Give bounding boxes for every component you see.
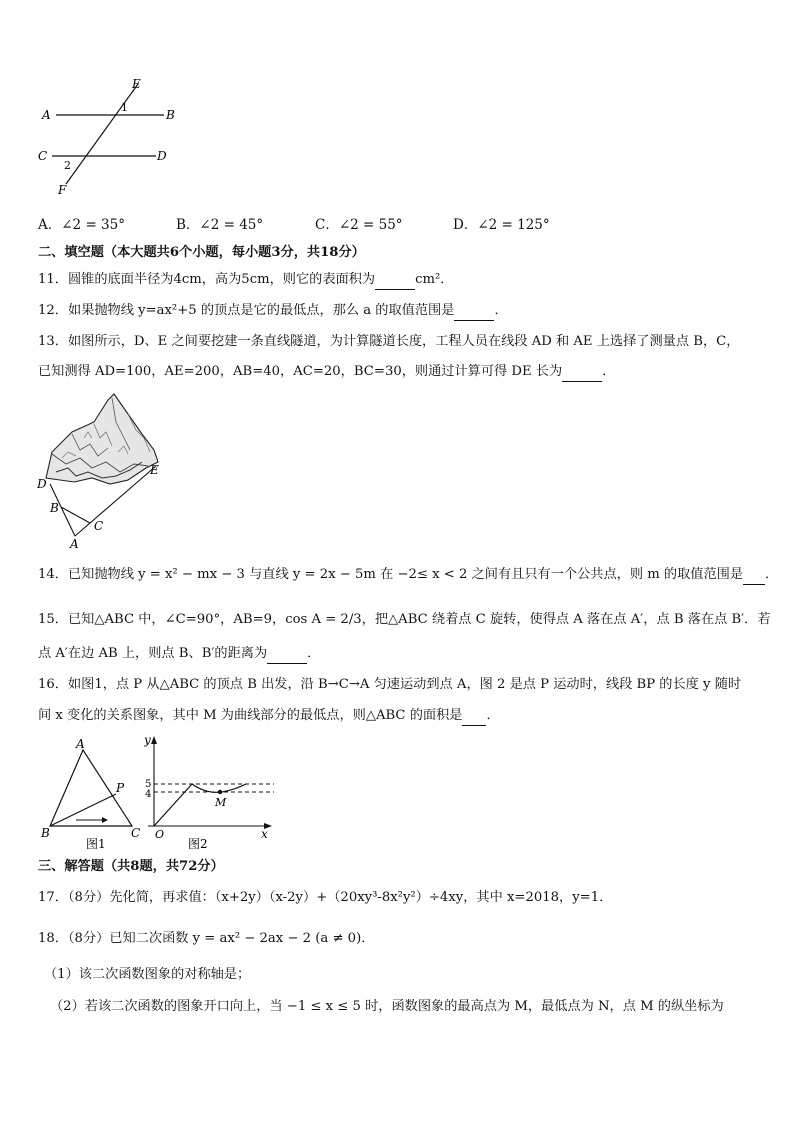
label-e: E	[150, 463, 159, 477]
question-11-text: 11．圆锥的底面半径为4cm，高为5cm，则它的表面积为	[38, 272, 376, 287]
option-a: A．∠2 = 35°	[38, 217, 125, 233]
question-12-text: 12．如果抛物线 y=ax²+5 的顶点是它的最低点，那么 a 的取值范围是	[38, 303, 455, 318]
question-16-end: ．	[486, 708, 500, 723]
caption-fig2: 图2	[188, 837, 208, 851]
answer-blank	[462, 707, 486, 726]
answer-blank	[454, 302, 494, 321]
question-14-end: ．	[765, 567, 779, 582]
caption-fig1: 图1	[86, 837, 106, 851]
tick-5: 5	[145, 779, 152, 790]
y-axis-arrow	[151, 736, 157, 744]
point-m	[218, 790, 222, 794]
answer-blank	[375, 271, 415, 290]
option-b: B．∠2 = 45°	[176, 217, 264, 233]
segment-bp	[50, 794, 116, 826]
label-b: B	[41, 826, 50, 840]
label-e: E	[132, 77, 141, 91]
question-13-line1: 13．如图所示，D、E 之间要挖建一条直线隧道，为计算隧道长度，工程人员在线段 AD 和 AE 上选择了测量点 B，C，	[38, 334, 740, 349]
label-f: F	[58, 183, 67, 197]
label-b: B	[166, 108, 175, 122]
question-15-line1: 15．已知△ABC 中，∠C=90°，AB=9，cos A = 2/3，把△ABC 绕着点 C 旋转，使得点 A 落在点 A′，点 B 落在点 B′．若	[38, 612, 771, 627]
label-d: D	[157, 149, 167, 163]
label-c: C	[94, 519, 104, 533]
label-1: 1	[121, 101, 128, 114]
question-15-end: ．	[307, 646, 321, 661]
label-a: A	[76, 737, 85, 751]
transversal-ef	[66, 84, 138, 184]
label-o: O	[155, 828, 165, 841]
label-c: C	[131, 826, 141, 840]
answer-blank	[562, 363, 602, 382]
question-18-part2: （2）若该二次函数的图象开口向上，当 −1 ≤ x ≤ 5 时，函数图象的最高点为 M，最低点为 N，点 M 的纵坐标为	[50, 999, 724, 1014]
section-answer-heading: 三、解答题（共8题，共72分）	[38, 859, 224, 874]
label-2: 2	[64, 159, 71, 172]
question-14-text: 14．已知抛物线 y = x² − mx − 3 与直线 y = 2x − 5m 在 −2≤ x < 2 之间有且只有一个公共点，则 m 的取值范围是	[38, 567, 744, 582]
mountain-tunnel-figure	[32, 392, 172, 550]
label-p: P	[116, 781, 125, 795]
mountain-illustration	[46, 394, 158, 484]
question-12	[38, 302, 508, 321]
question-12-end: ．	[494, 303, 508, 318]
question-13-line2	[38, 363, 615, 382]
question-15-line2	[38, 645, 320, 664]
tick-4: 4	[145, 789, 152, 800]
label-b: B	[50, 501, 59, 515]
option-c: C．∠2 = 55°	[315, 217, 403, 233]
arrow-head	[102, 817, 108, 823]
triangle-figure	[36, 736, 148, 854]
answer-blank	[267, 645, 307, 664]
question-16-line2	[38, 707, 500, 726]
question-13-text: 已知测得 AD=100，AE=200，AB=40，AC=20，BC=30，则通过计算可得 DE 长为	[38, 364, 563, 379]
parallel-lines-figure	[36, 74, 186, 200]
question-18: 18．（8分）已知二次函数 y = ax² − 2ax − 2 (a ≠ 0)．	[38, 931, 375, 946]
label-a: A	[70, 537, 79, 550]
graph-curve	[154, 784, 246, 826]
question-15-text: 点 A′在边 AB 上，则点 B、B′的距离为	[38, 646, 268, 661]
label-x: x	[261, 827, 268, 841]
question-11	[38, 271, 453, 290]
section-fill-in-heading: 二、填空题（本大题共6个小题，每小题3分，共18分）	[38, 245, 365, 260]
answer-blank	[743, 566, 765, 585]
question-16-line1: 16．如图1，点 P 从△ABC 的顶点 B 出发，沿 B→C→A 匀速运动到点 A，图 2 是点 P 运动时，线段 BP 的长度 y 随时	[38, 677, 742, 692]
question-18-part1: （1）该二次函数图象的对称轴是；	[44, 967, 251, 982]
label-d: D	[37, 477, 47, 491]
question-13-end: ．	[602, 364, 616, 379]
question-17: 17．（8分）先化简，再求值：（x+2y）（x-2y）+（20xy³-8x²y²）÷4xy，其中 x=2018，y=1．	[38, 890, 613, 905]
label-m: M	[215, 796, 227, 809]
option-d: D．∠2 = 125°	[453, 217, 550, 233]
question-16-text: 间 x 变化的关系图象，其中 M 为曲线部分的最低点，则△ABC 的面积是	[38, 708, 463, 723]
question-11-unit: cm²．	[415, 272, 454, 287]
label-c: C	[38, 149, 48, 163]
function-graph-figure	[144, 732, 280, 854]
label-a: A	[42, 108, 51, 122]
question-14	[38, 566, 778, 585]
label-y: y	[144, 733, 151, 747]
